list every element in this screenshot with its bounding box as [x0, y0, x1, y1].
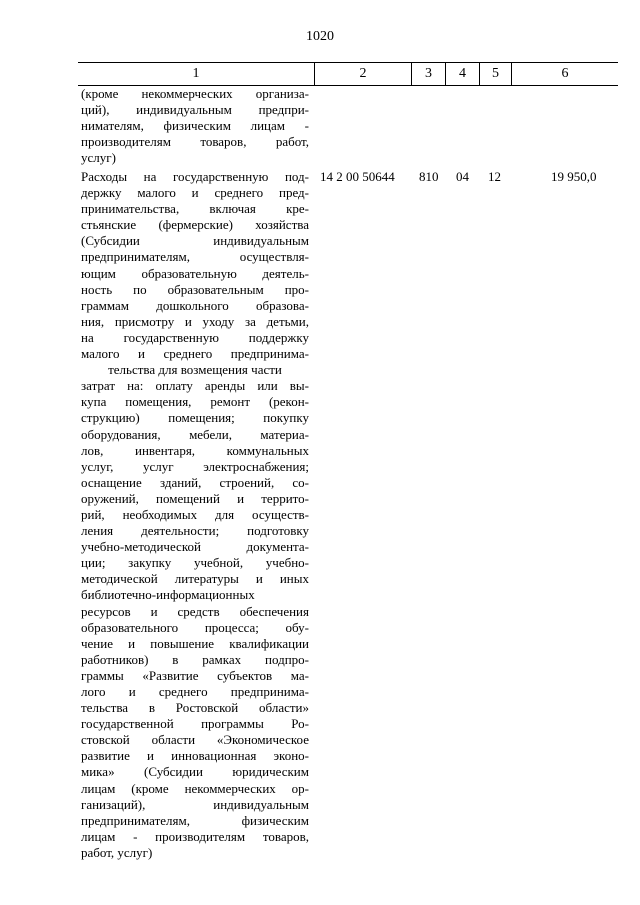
text-line: библиотечно-информационных	[81, 587, 255, 603]
text-line: ций), индивидуальным предпри-	[81, 102, 309, 118]
page-number: 1020	[306, 29, 334, 44]
text-line: струкцию) помещения; покупку	[81, 410, 309, 426]
header-col-3: 3	[411, 63, 445, 85]
text-line: тельства в Ростовской области»	[81, 700, 309, 716]
text-line: ции; закупку учебной, учебно-	[81, 555, 309, 571]
continuation-text	[81, 86, 309, 166]
text-line: затрат на: оплату аренды или вы-	[81, 378, 309, 394]
text-line: чение и повышение квалификации	[81, 635, 309, 651]
row-pr: 12	[488, 169, 501, 184]
text-line: производителям товаров, работ,	[81, 134, 309, 150]
text-line: (кроме некоммерческих организа-	[81, 86, 309, 101]
table-header	[78, 62, 618, 86]
header-col-4: 4	[445, 63, 479, 85]
text-line: граммам дошкольного образова-	[81, 297, 309, 313]
header-col-6: 6	[511, 63, 618, 85]
header-col-1: 1	[192, 66, 200, 81]
text-line: услуг, услуг электроснабжения;	[81, 458, 309, 474]
text-line: лого и среднего предпринима-	[81, 684, 309, 699]
text-line: купа помещения, ремонт (рекон-	[81, 394, 309, 410]
row-amount: 19 950,0	[551, 169, 597, 184]
text-line: рий, необходимых для осуществ-	[81, 506, 309, 522]
row-rz: 04	[456, 169, 469, 184]
text-line: Расходы на государственную под-	[81, 169, 309, 184]
row-vr: 810	[419, 169, 439, 184]
text-line: малого и среднего предпринима-	[81, 346, 309, 362]
text-line: оборудования, мебели, материа-	[81, 426, 309, 442]
text-line: работ, услуг)	[81, 844, 153, 860]
text-line: ния, присмотру и уходу за детьми,	[81, 313, 309, 329]
text-line: услуг)	[81, 150, 116, 166]
text-line: на государственную поддержку	[81, 329, 309, 345]
text-line: мика» (Субсидии юридическим	[81, 764, 309, 780]
text-line: государственной программы Ро-	[81, 716, 309, 732]
text-line: образовательного процесса; обу-	[81, 619, 309, 635]
text-line: держку малого и среднего пред-	[81, 185, 309, 201]
text-line: лицам (кроме некоммерческих ор-	[81, 780, 309, 796]
text-line: учебно-методической документа-	[81, 539, 309, 555]
text-line: стьянские (фермерские) хозяйства	[81, 217, 309, 233]
text-line: предпринимателям, физическим	[81, 812, 309, 828]
header-col-5: 5	[479, 63, 511, 85]
text-line: нимателям, физическим лицам -	[81, 118, 309, 134]
text-line: работников) в рамках подпро-	[81, 651, 309, 667]
text-line: ресурсов и средств обеспечения	[81, 603, 309, 619]
text-line: ганизаций), индивидуальным	[81, 796, 309, 812]
text-line: граммы «Развитие субъектов ма-	[81, 667, 309, 683]
text-line: ность по образовательным про-	[81, 281, 309, 297]
text-line: лов, инвентаря, коммунальных	[81, 442, 309, 458]
text-line: оснащение зданий, строений, со-	[81, 474, 309, 490]
text-line: развитие и инновационная эконо-	[81, 748, 309, 764]
text-line: принимательства, включая кре-	[81, 201, 309, 217]
text-line: тельства для возмещения части	[108, 362, 282, 378]
text-line: (Субсидии индивидуальным	[81, 233, 309, 249]
row-description	[81, 169, 309, 861]
text-line: ющим образовательную деятель-	[81, 265, 309, 281]
text-line: ления деятельности; подготовку	[81, 523, 309, 539]
row-code: 14 2 00 50644	[320, 169, 395, 184]
text-line: стовской области «Экономическое	[81, 732, 309, 748]
text-line: оружений, помещений и террито-	[81, 490, 309, 506]
header-col-2: 2	[314, 63, 411, 85]
budget-table	[78, 62, 618, 86]
text-line: методической литературы и иных	[81, 571, 309, 587]
text-line: лицам - производителям товаров,	[81, 828, 309, 844]
text-line: предпринимателям, осуществля-	[81, 249, 309, 265]
